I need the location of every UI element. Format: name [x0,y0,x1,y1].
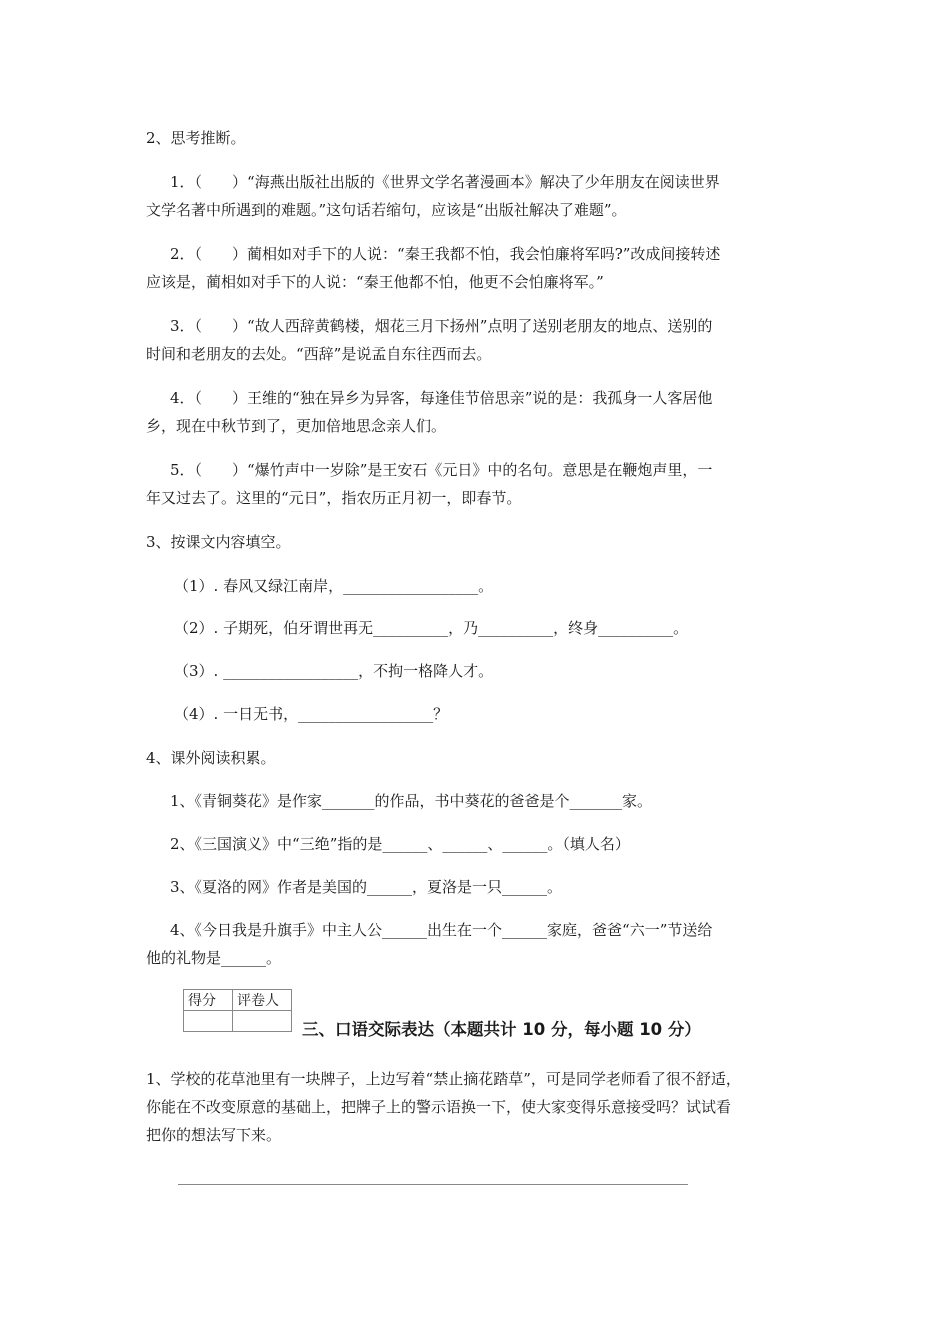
part-3-heading: 三、口语交际表达（本题共计 10 分，每小题 10 分） [302,1020,701,1039]
judge-item-2-line2: 应该是，蔺相如对手下的人说：“秦王他都不怕，他更不会怕廉将军。” [146,273,604,291]
judge-item-5-line2: 年又过去了。这里的“元日”，指农历正月初一，即春节。 [146,489,522,507]
judge-item-4-line1: 4．（ ）王维的“独在异乡为异客，每逢佳节倍思亲”说的是：我孤身一人客居他 [170,389,713,407]
judge-item-1-line2: 文学名著中所遇到的难题。”这句话若缩句，应该是“出版社解决了难题”。 [146,201,627,219]
fill-item-2: （2）. 子期死，伯牙谓世再无__________，乃__________，终身__________。 [174,619,689,637]
reading-item-4-line1: 4、《今日我是升旗手》中主人公______出生在一个______家庭，爸爸“六一”节送给 [170,921,713,939]
fill-item-3: （3）. __________________，不拘一格降人才。 [174,662,494,680]
section-2-title: 2、思考推断。 [146,129,246,147]
score-cell [184,1011,233,1032]
oral-question-line3: 把你的想法写下来。 [146,1126,282,1144]
judge-item-3-line1: 3．（ ）“故人西辞黄鹤楼，烟花三月下扬州”点明了送别老朋友的地点、送别的 [170,317,713,335]
judge-item-4-line2: 乡，现在中秋节到了，更加倍地思念亲人们。 [146,417,447,435]
reading-item-4-line2: 他的礼物是______。 [146,949,282,967]
oral-question-line1: 1、学校的花草池里有一块牌子，上边写着“禁止摘花踏草”，可是同学老师看了很不舒适， [146,1070,741,1088]
judge-item-5-line1: 5．（ ）“爆竹声中一岁除”是王安石《元日》中的名句。意思是在鞭炮声里，一 [170,461,713,479]
oral-question-line2: 你能在不改变原意的基础上，把牌子上的警示语换一下，使大家变得乐意接受吗？试试看 [146,1098,732,1116]
answer-line [178,1184,688,1185]
fill-item-4: （4）. 一日无书，__________________？ [174,705,449,723]
judge-item-1-line1: 1．（ ）“海燕出版社出版的《世界文学名著漫画本》解决了少年朋友在阅读世界 [170,173,720,191]
judge-item-2-line1: 2．（ ）蔺相如对手下的人说：“秦王我都不怕，我会怕廉将军吗?”改成间接转述 [170,245,721,263]
judge-item-3-line2: 时间和老朋友的去处。“西辞”是说孟自东往西而去。 [146,345,492,363]
reading-item-2: 2、《三国演义》中“三绝”指的是______、______、______。（填人名） [170,835,630,853]
section-3-title: 3、按课文内容填空。 [146,533,291,551]
section-4-title: 4、课外阅读积累。 [146,749,276,767]
reading-item-3: 3、《夏洛的网》作者是美国的______，夏洛是一只______。 [170,878,563,896]
reading-item-1: 1、《青铜葵花》是作家_______的作品，书中葵花的爸爸是个_______家。 [170,792,653,810]
fill-item-1: （1）. 春风又绿江南岸，__________________。 [174,577,494,595]
grader-cell [233,1011,292,1032]
score-table [183,989,292,1032]
score-header: 得分 [184,990,233,1011]
grader-header: 评卷人 [233,990,292,1011]
